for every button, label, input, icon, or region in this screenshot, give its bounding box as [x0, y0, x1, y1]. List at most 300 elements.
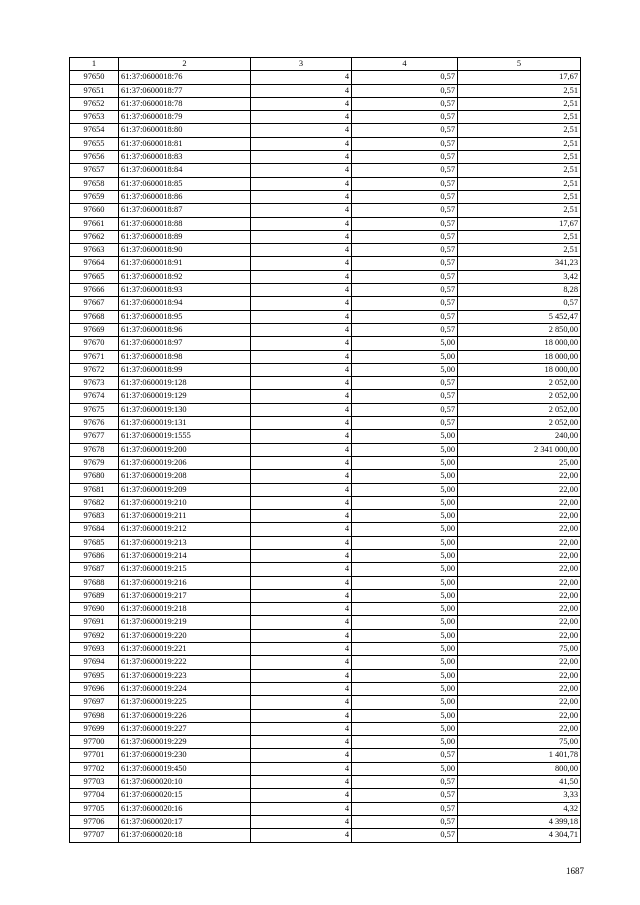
cadastral-number-cell: 61:37:0600019:209 [119, 483, 251, 496]
category-code-cell: 4 [251, 310, 352, 323]
category-code-cell: 4 [251, 430, 352, 443]
table-row [70, 736, 581, 749]
tax-amount-cell: 2 341 000,00 [458, 443, 581, 456]
category-code-cell: 4 [251, 297, 352, 310]
tax-amount-cell: 22,00 [458, 496, 581, 509]
rate-value-cell: 0,57 [352, 177, 458, 190]
tax-amount-cell: 5 452,47 [458, 310, 581, 323]
category-code-cell: 4 [251, 257, 352, 270]
row-number-cell: 97695 [70, 669, 119, 682]
rate-value-cell: 5,00 [352, 470, 458, 483]
row-number-cell: 97678 [70, 443, 119, 456]
table-row [70, 669, 581, 682]
row-number-cell: 97664 [70, 257, 119, 270]
cadastral-number-cell: 61:37:0600020:10 [119, 776, 251, 789]
category-code-cell: 4 [251, 337, 352, 350]
row-number-cell: 97666 [70, 284, 119, 297]
tax-amount-cell: 22,00 [458, 696, 581, 709]
row-number-cell: 97665 [70, 270, 119, 283]
tax-amount-cell: 22,00 [458, 536, 581, 549]
rate-value-cell: 0,57 [352, 323, 458, 336]
tax-amount-cell: 4 399,18 [458, 815, 581, 828]
cadastral-number-cell: 61:37:0600019:210 [119, 496, 251, 509]
rate-value-cell: 0,57 [352, 137, 458, 150]
tax-amount-cell: 18 000,00 [458, 350, 581, 363]
table-row [70, 204, 581, 217]
category-code-cell: 4 [251, 417, 352, 430]
tax-amount-cell: 22,00 [458, 510, 581, 523]
category-code-cell: 4 [251, 97, 352, 110]
row-number-cell: 97656 [70, 151, 119, 164]
row-number-cell: 97694 [70, 656, 119, 669]
tax-amount-cell: 22,00 [458, 523, 581, 536]
cadastral-number-cell: 61:37:0600019:200 [119, 443, 251, 456]
table-row [70, 377, 581, 390]
cadastral-number-cell: 61:37:0600020:16 [119, 802, 251, 815]
category-code-cell: 4 [251, 576, 352, 589]
table-row [70, 682, 581, 695]
category-code-cell: 4 [251, 111, 352, 124]
cadastral-number-cell: 61:37:0600018:98 [119, 350, 251, 363]
cadastral-number-cell: 61:37:0600018:76 [119, 71, 251, 84]
tax-amount-cell: 8,28 [458, 284, 581, 297]
tax-amount-cell: 1 401,78 [458, 749, 581, 762]
row-number-cell: 97683 [70, 510, 119, 523]
cadastral-number-cell: 61:37:0600019:218 [119, 603, 251, 616]
rate-value-cell: 5,00 [352, 616, 458, 629]
table-row [70, 244, 581, 257]
cadastral-number-cell: 61:37:0600018:96 [119, 323, 251, 336]
cadastral-number-cell: 61:37:0600019:216 [119, 576, 251, 589]
row-number-cell: 97662 [70, 230, 119, 243]
tax-amount-cell: 22,00 [458, 563, 581, 576]
category-code-cell: 4 [251, 549, 352, 562]
table-row [70, 217, 581, 230]
tax-amount-cell: 2,51 [458, 84, 581, 97]
cadastral-number-cell: 61:37:0600018:92 [119, 270, 251, 283]
tax-amount-cell: 2,51 [458, 137, 581, 150]
cadastral-number-cell: 61:37:0600019:217 [119, 589, 251, 602]
table-row [70, 470, 581, 483]
table-row [70, 629, 581, 642]
cadastral-number-cell: 61:37:0600020:15 [119, 789, 251, 802]
category-code-cell: 4 [251, 230, 352, 243]
tax-amount-cell: 2,51 [458, 244, 581, 257]
cadastral-number-cell: 61:37:0600019:226 [119, 709, 251, 722]
rate-value-cell: 0,57 [352, 124, 458, 137]
tax-amount-cell: 800,00 [458, 762, 581, 775]
table-row [70, 749, 581, 762]
rate-value-cell: 5,00 [352, 576, 458, 589]
rate-value-cell: 5,00 [352, 589, 458, 602]
row-number-cell: 97700 [70, 736, 119, 749]
row-number-cell: 97707 [70, 829, 119, 842]
category-code-cell: 4 [251, 164, 352, 177]
table-row [70, 111, 581, 124]
table-row [70, 776, 581, 789]
category-code-cell: 4 [251, 802, 352, 815]
rate-value-cell: 0,57 [352, 815, 458, 828]
tax-amount-cell: 22,00 [458, 483, 581, 496]
cadastral-number-cell: 61:37:0600019:211 [119, 510, 251, 523]
row-number-cell: 97702 [70, 762, 119, 775]
rate-value-cell: 5,00 [352, 709, 458, 722]
cadastral-number-cell: 61:37:0600019:131 [119, 417, 251, 430]
category-code-cell: 4 [251, 403, 352, 416]
category-code-cell: 4 [251, 682, 352, 695]
table-row [70, 190, 581, 203]
tax-amount-cell: 2,51 [458, 151, 581, 164]
cadastral-number-cell: 61:37:0600019:227 [119, 722, 251, 735]
tax-amount-cell: 2,51 [458, 204, 581, 217]
cadastral-number-cell: 61:37:0600019:220 [119, 629, 251, 642]
rate-value-cell: 0,57 [352, 789, 458, 802]
category-code-cell: 4 [251, 510, 352, 523]
row-number-cell: 97669 [70, 323, 119, 336]
cadastral-number-cell: 61:37:0600018:88 [119, 217, 251, 230]
cadastral-number-cell: 61:37:0600018:77 [119, 84, 251, 97]
rate-value-cell: 0,57 [352, 284, 458, 297]
rate-value-cell: 5,00 [352, 549, 458, 562]
cadastral-number-cell: 61:37:0600018:95 [119, 310, 251, 323]
category-code-cell: 4 [251, 71, 352, 84]
cadastral-number-cell: 61:37:0600019:215 [119, 563, 251, 576]
table-row [70, 722, 581, 735]
table-row [70, 403, 581, 416]
row-number-cell: 97692 [70, 629, 119, 642]
tax-amount-cell: 0,57 [458, 297, 581, 310]
tax-amount-cell: 2 850,00 [458, 323, 581, 336]
cadastral-number-cell: 61:37:0600019:230 [119, 749, 251, 762]
category-code-cell: 4 [251, 696, 352, 709]
row-number-cell: 97650 [70, 71, 119, 84]
rate-value-cell: 5,00 [352, 337, 458, 350]
rate-value-cell: 5,00 [352, 722, 458, 735]
table-row [70, 456, 581, 469]
table-row [70, 390, 581, 403]
cadastral-number-cell: 61:37:0600019:208 [119, 470, 251, 483]
rate-value-cell: 0,57 [352, 403, 458, 416]
tax-amount-cell: 75,00 [458, 643, 581, 656]
category-code-cell: 4 [251, 350, 352, 363]
row-number-cell: 97651 [70, 84, 119, 97]
rate-value-cell: 5,00 [352, 510, 458, 523]
category-code-cell: 4 [251, 616, 352, 629]
cadastral-number-cell: 61:37:0600018:79 [119, 111, 251, 124]
row-number-cell: 97699 [70, 722, 119, 735]
rate-value-cell: 0,57 [352, 270, 458, 283]
table-row [70, 616, 581, 629]
cadastral-number-cell: 61:37:0600018:89 [119, 230, 251, 243]
rate-value-cell: 0,57 [352, 776, 458, 789]
rate-value-cell: 5,00 [352, 656, 458, 669]
rate-value-cell: 5,00 [352, 483, 458, 496]
tax-amount-cell: 75,00 [458, 736, 581, 749]
category-code-cell: 4 [251, 377, 352, 390]
table-row [70, 97, 581, 110]
category-code-cell: 4 [251, 456, 352, 469]
row-number-cell: 97670 [70, 337, 119, 350]
rate-value-cell: 0,57 [352, 749, 458, 762]
table-row [70, 483, 581, 496]
tax-amount-cell: 2 052,00 [458, 377, 581, 390]
tax-amount-cell: 25,00 [458, 456, 581, 469]
table-row [70, 709, 581, 722]
row-number-cell: 97688 [70, 576, 119, 589]
cadastral-number-cell: 61:37:0600018:94 [119, 297, 251, 310]
tax-amount-cell: 22,00 [458, 589, 581, 602]
rate-value-cell: 5,00 [352, 762, 458, 775]
table-row [70, 310, 581, 323]
category-code-cell: 4 [251, 483, 352, 496]
rate-value-cell: 5,00 [352, 523, 458, 536]
rate-value-cell: 0,57 [352, 417, 458, 430]
rate-value-cell: 0,57 [352, 84, 458, 97]
tax-amount-cell: 22,00 [458, 616, 581, 629]
cadastral-number-cell: 61:37:0600018:97 [119, 337, 251, 350]
table-row [70, 510, 581, 523]
row-number-cell: 97676 [70, 417, 119, 430]
cadastral-number-cell: 61:37:0600019:128 [119, 377, 251, 390]
category-code-cell: 4 [251, 363, 352, 376]
tax-amount-cell: 18 000,00 [458, 337, 581, 350]
rate-value-cell: 0,57 [352, 802, 458, 815]
rate-value-cell: 0,57 [352, 377, 458, 390]
table-row [70, 257, 581, 270]
table-row [70, 762, 581, 775]
rate-value-cell: 0,57 [352, 297, 458, 310]
cadastral-number-cell: 61:37:0600018:85 [119, 177, 251, 190]
table-row [70, 802, 581, 815]
tax-amount-cell: 17,67 [458, 71, 581, 84]
category-code-cell: 4 [251, 323, 352, 336]
column-header-2: 2 [119, 58, 251, 71]
column-header-3: 3 [251, 58, 352, 71]
tax-amount-cell: 3,42 [458, 270, 581, 283]
tax-amount-cell: 22,00 [458, 709, 581, 722]
category-code-cell: 4 [251, 284, 352, 297]
table-row [70, 164, 581, 177]
row-number-cell: 97696 [70, 682, 119, 695]
tax-amount-cell: 22,00 [458, 682, 581, 695]
rate-value-cell: 5,00 [352, 629, 458, 642]
rate-value-cell: 5,00 [352, 643, 458, 656]
table-row [70, 523, 581, 536]
rate-value-cell: 0,57 [352, 71, 458, 84]
tax-amount-cell: 22,00 [458, 576, 581, 589]
row-number-cell: 97681 [70, 483, 119, 496]
category-code-cell: 4 [251, 244, 352, 257]
cadastral-number-cell: 61:37:0600019:219 [119, 616, 251, 629]
row-number-cell: 97701 [70, 749, 119, 762]
rate-value-cell: 0,57 [352, 111, 458, 124]
category-code-cell: 4 [251, 151, 352, 164]
page-number: 1687 [566, 866, 584, 876]
rate-value-cell: 5,00 [352, 536, 458, 549]
row-number-cell: 97654 [70, 124, 119, 137]
cadastral-number-cell: 61:37:0600019:1555 [119, 430, 251, 443]
category-code-cell: 4 [251, 749, 352, 762]
cadastral-number-cell: 61:37:0600019:213 [119, 536, 251, 549]
row-number-cell: 97674 [70, 390, 119, 403]
table-row [70, 284, 581, 297]
table-row [70, 496, 581, 509]
rate-value-cell: 0,57 [352, 390, 458, 403]
cadastral-number-cell: 61:37:0600019:450 [119, 762, 251, 775]
table-row [70, 696, 581, 709]
tax-amount-cell: 2 052,00 [458, 390, 581, 403]
cadastral-number-cell: 61:37:0600019:214 [119, 549, 251, 562]
row-number-cell: 97685 [70, 536, 119, 549]
cadastral-number-cell: 61:37:0600019:212 [119, 523, 251, 536]
rate-value-cell: 0,57 [352, 310, 458, 323]
table-row [70, 815, 581, 828]
tax-amount-cell: 240,00 [458, 430, 581, 443]
tax-amount-cell: 2,51 [458, 164, 581, 177]
tax-amount-cell: 22,00 [458, 722, 581, 735]
header-row [70, 58, 581, 71]
rate-value-cell: 5,00 [352, 682, 458, 695]
row-number-cell: 97680 [70, 470, 119, 483]
rate-value-cell: 5,00 [352, 496, 458, 509]
rate-value-cell: 0,57 [352, 190, 458, 203]
category-code-cell: 4 [251, 217, 352, 230]
cadastral-number-cell: 61:37:0600020:17 [119, 815, 251, 828]
category-code-cell: 4 [251, 829, 352, 842]
tax-amount-cell: 4,32 [458, 802, 581, 815]
cadastral-number-cell: 61:37:0600019:224 [119, 682, 251, 695]
table-row [70, 297, 581, 310]
row-number-cell: 97686 [70, 549, 119, 562]
tax-amount-cell: 2,51 [458, 230, 581, 243]
category-code-cell: 4 [251, 270, 352, 283]
rate-value-cell: 5,00 [352, 443, 458, 456]
table-row [70, 124, 581, 137]
row-number-cell: 97660 [70, 204, 119, 217]
category-code-cell: 4 [251, 815, 352, 828]
tax-amount-cell: 2 052,00 [458, 403, 581, 416]
rate-value-cell: 5,00 [352, 430, 458, 443]
column-header-4: 4 [352, 58, 458, 71]
row-number-cell: 97677 [70, 430, 119, 443]
table-row [70, 71, 581, 84]
category-code-cell: 4 [251, 523, 352, 536]
category-code-cell: 4 [251, 190, 352, 203]
table-row [70, 363, 581, 376]
category-code-cell: 4 [251, 589, 352, 602]
table-row [70, 656, 581, 669]
row-number-cell: 97658 [70, 177, 119, 190]
rate-value-cell: 5,00 [352, 603, 458, 616]
row-number-cell: 97652 [70, 97, 119, 110]
row-number-cell: 97703 [70, 776, 119, 789]
tax-amount-cell: 4 304,71 [458, 829, 581, 842]
category-code-cell: 4 [251, 470, 352, 483]
category-code-cell: 4 [251, 656, 352, 669]
category-code-cell: 4 [251, 177, 352, 190]
rate-value-cell: 0,57 [352, 230, 458, 243]
category-code-cell: 4 [251, 204, 352, 217]
tax-amount-cell: 22,00 [458, 669, 581, 682]
rate-value-cell: 0,57 [352, 164, 458, 177]
row-number-cell: 97682 [70, 496, 119, 509]
category-code-cell: 4 [251, 643, 352, 656]
rate-value-cell: 0,57 [352, 204, 458, 217]
category-code-cell: 4 [251, 789, 352, 802]
row-number-cell: 97698 [70, 709, 119, 722]
row-number-cell: 97684 [70, 523, 119, 536]
table-row [70, 549, 581, 562]
table-row [70, 603, 581, 616]
row-number-cell: 97659 [70, 190, 119, 203]
tax-amount-cell: 18 000,00 [458, 363, 581, 376]
row-number-cell: 97667 [70, 297, 119, 310]
column-header-1: 1 [70, 58, 119, 71]
rate-value-cell: 5,00 [352, 350, 458, 363]
tax-amount-cell: 22,00 [458, 656, 581, 669]
row-number-cell: 97661 [70, 217, 119, 230]
table-row [70, 536, 581, 549]
tax-amount-cell: 22,00 [458, 629, 581, 642]
category-code-cell: 4 [251, 709, 352, 722]
column-header-5: 5 [458, 58, 581, 71]
rate-value-cell: 5,00 [352, 669, 458, 682]
cadastral-number-cell: 61:37:0600019:129 [119, 390, 251, 403]
row-number-cell: 97705 [70, 802, 119, 815]
table-body [70, 71, 581, 842]
rate-value-cell: 0,57 [352, 829, 458, 842]
cadastral-number-cell: 61:37:0600019:206 [119, 456, 251, 469]
cadastral-number-cell: 61:37:0600018:93 [119, 284, 251, 297]
cadastral-number-cell: 61:37:0600018:80 [119, 124, 251, 137]
tax-amount-cell: 341,23 [458, 257, 581, 270]
category-code-cell: 4 [251, 722, 352, 735]
rate-value-cell: 0,57 [352, 257, 458, 270]
table-row [70, 563, 581, 576]
cadastral-table [69, 57, 581, 843]
table-row [70, 230, 581, 243]
tax-amount-cell: 41,50 [458, 776, 581, 789]
cadastral-number-cell: 61:37:0600018:83 [119, 151, 251, 164]
table-row [70, 643, 581, 656]
cadastral-number-cell: 61:37:0600018:91 [119, 257, 251, 270]
tax-amount-cell: 3,33 [458, 789, 581, 802]
row-number-cell: 97655 [70, 137, 119, 150]
row-number-cell: 97653 [70, 111, 119, 124]
rate-value-cell: 0,57 [352, 151, 458, 164]
tax-amount-cell: 2,51 [458, 190, 581, 203]
table-row [70, 337, 581, 350]
rate-value-cell: 5,00 [352, 696, 458, 709]
rate-value-cell: 5,00 [352, 736, 458, 749]
table-row [70, 151, 581, 164]
table-row [70, 829, 581, 842]
category-code-cell: 4 [251, 776, 352, 789]
cadastral-number-cell: 61:37:0600018:86 [119, 190, 251, 203]
tax-amount-cell: 2,51 [458, 124, 581, 137]
table-row [70, 417, 581, 430]
table-row [70, 789, 581, 802]
cadastral-number-cell: 61:37:0600020:18 [119, 829, 251, 842]
category-code-cell: 4 [251, 536, 352, 549]
table-row [70, 430, 581, 443]
category-code-cell: 4 [251, 629, 352, 642]
category-code-cell: 4 [251, 137, 352, 150]
rate-value-cell: 0,57 [352, 244, 458, 257]
category-code-cell: 4 [251, 563, 352, 576]
cadastral-number-cell: 61:37:0600018:81 [119, 137, 251, 150]
row-number-cell: 97697 [70, 696, 119, 709]
